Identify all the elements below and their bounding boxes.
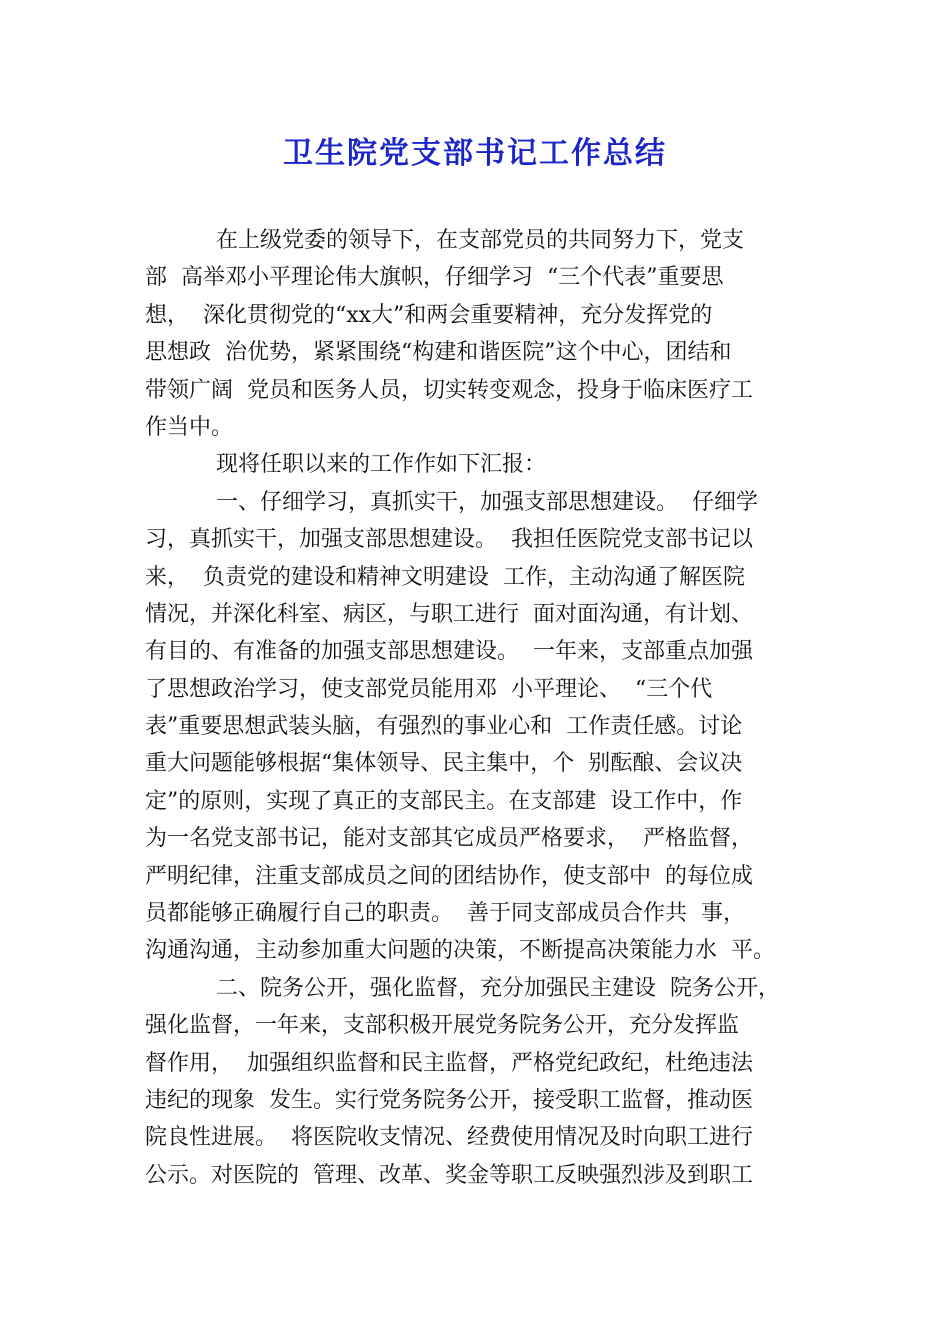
body-line: 有目的、有准备的加强支部思想建设。 一年来，支部重点加强 xyxy=(145,639,753,665)
body-line: 了思想政治学习，使支部党员能用邓 小平理论、 “三个代 xyxy=(145,676,713,702)
body-line: 一、仔细学习，真抓实干，加强支部思想建设。 仔细学 xyxy=(216,489,758,515)
body-line: 强化监督，一年来，支部积极开展党务院务公开，充分发挥监 xyxy=(145,1013,740,1039)
body-line: 督作用， 加强组织监督和民主监督，严格党纪政纪，杜绝违法 xyxy=(145,1050,753,1076)
body-line: 带领广阔 党员和医务人员，切实转变观念，投身于临床医疗工 xyxy=(145,377,753,403)
body-line: 违纪的现象 发生。实行党务院务公开，接受职工监督，推动医 xyxy=(145,1087,753,1113)
body-line: 在上级党委的领导下，在支部党员的共同努力下，党支 xyxy=(216,228,745,253)
body-line: 公示。对医院的 管理、改革、奖金等职工反映强烈涉及到职工 xyxy=(145,1162,753,1188)
body-line: 二、院务公开，强化监督，充分加强民主建设 院务公开， xyxy=(216,975,780,1001)
document-title: 卫生院党支部书记工作总结 xyxy=(283,136,667,171)
document-body xyxy=(145,222,825,1194)
body-line: 为一名党支部书记，能对支部其它成员严格要求， 严格监督， xyxy=(145,826,753,852)
body-line: 作当中。 xyxy=(145,414,234,440)
body-line: 情况，并深化科室、病区，与职工进行 面对面沟通，有计划、 xyxy=(145,601,753,627)
body-line: 习，真抓实干，加强支部思想建设。 我担任医院党支部书记以 xyxy=(145,527,753,553)
body-line: 员都能够正确履行自己的职责。 善于同支部成员合作共 事， xyxy=(145,901,745,927)
body-line: 想， 深化贯彻党的“xx大”和两会重要精神，充分发挥党的 xyxy=(145,302,713,328)
body-line: 重大问题能够根据“集体领导、民主集中，个 别酝酿、会议决 xyxy=(145,751,743,777)
body-line: 来， 负责党的建设和精神文明建设 工作，主动沟通了解医院 xyxy=(145,564,745,590)
body-line: 表”重要思想武装头脑，有强烈的事业心和 工作责任感。讨论 xyxy=(145,714,743,740)
body-line: 现将任职以来的工作作如下汇报： xyxy=(216,452,547,478)
body-line: 思想政 治优势，紧紧围绕“构建和谐医院”这个中心，团结和 xyxy=(145,340,732,366)
body-line: 严明纪律，注重支部成员之间的团结协作，使支部中 的每位成 xyxy=(145,863,753,889)
body-line: 部 高举邓小平理论伟大旗帜，仔细学习 “三个代表”重要思 xyxy=(145,265,724,291)
body-line: 沟通沟通，主动参加重大问题的决策，不断提高决策能力水 平。 xyxy=(145,938,775,964)
body-line: 定”的原则，实现了真正的支部民主。在支部建 设工作中，作 xyxy=(145,788,743,814)
body-line: 院良性进展。 将医院收支情况、经费使用情况及时向职工进行 xyxy=(145,1125,753,1151)
